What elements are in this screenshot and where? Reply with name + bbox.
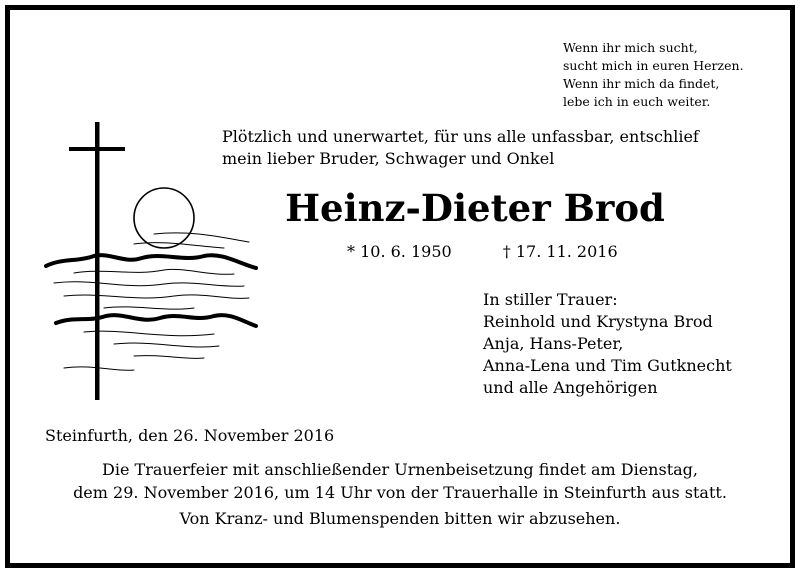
poem-line: sucht mich in euren Herzen. <box>563 58 744 73</box>
intro-line: mein lieber Bruder, Schwager und Onkel <box>222 149 555 168</box>
death-date: † 17. 11. 2016 <box>502 242 618 261</box>
intro-text <box>222 126 699 170</box>
mourners-block <box>483 289 732 399</box>
poem <box>563 39 744 111</box>
birth-date: * 10. 6. 1950 <box>347 242 452 261</box>
mourners-heading: In stiller Trauer: <box>483 290 618 309</box>
flowers-note: Von Kranz- und Blumenspenden bitten wir abzusehen. <box>179 509 621 528</box>
life-dates <box>347 242 618 261</box>
deceased-name: Heinz-Dieter Brod <box>285 186 665 230</box>
poem-line: Wenn ihr mich da findet, <box>563 76 720 91</box>
landscape-icon <box>46 233 256 370</box>
intro-line: Plötzlich und unerwartet, für uns alle unfassbar, entschlief <box>222 127 699 146</box>
poem-line: lebe ich in euch weiter. <box>563 94 711 109</box>
funeral-info <box>0 458 800 504</box>
place-date: Steinfurth, den 26. November 2016 <box>45 426 335 445</box>
mourner-line: Reinhold und Krystyna Brod <box>483 312 713 331</box>
funeral-line: dem 29. November 2016, um 14 Uhr von der Trauerhalle in Steinfurth aus statt. <box>73 483 727 502</box>
poem-line: Wenn ihr mich sucht, <box>563 40 698 55</box>
mourner-line: Anja, Hans-Peter, <box>483 334 624 353</box>
funeral-line: Die Trauerfeier mit anschließender Urnenbeisetzung findet am Dienstag, <box>102 460 698 479</box>
mourner-line: und alle Angehörigen <box>483 378 658 397</box>
mourner-line: Anna-Lena und Tim Gutknecht <box>483 356 732 375</box>
